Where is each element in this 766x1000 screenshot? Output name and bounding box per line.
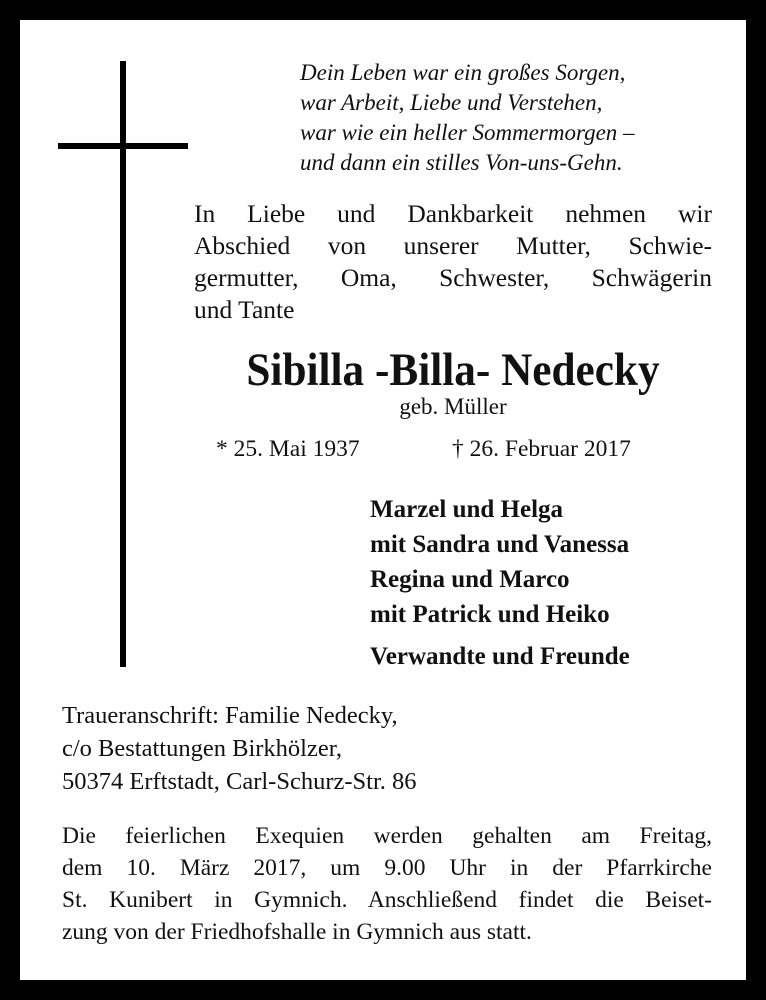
poem-line: war Arbeit, Liebe und Verstehen,: [300, 90, 603, 115]
service-line: zung von der Friedhofshalle in Gymnich aus statt.: [62, 919, 532, 945]
intro-line: und Tante: [194, 295, 295, 324]
poem-line: war wie ein heller Sommermorgen –: [300, 120, 635, 145]
intro-line: In Liebe und Dankbarkeit nehmen wir: [194, 199, 712, 228]
mourner-line: mit Patrick und Heiko: [370, 601, 610, 628]
service-line: Die feierlichen Exequien werden gehalten am Freitag,: [62, 823, 712, 849]
poem-line: Dein Leben war ein großes Sorgen,: [300, 60, 626, 85]
birth-date: * 25. Mai 1937: [216, 436, 360, 462]
service-info: [62, 820, 712, 948]
address-line: Traueranschrift: Familie Nedecky,: [62, 702, 398, 729]
intro-line: germutter, Oma, Schwester, Schwägerin: [194, 263, 712, 292]
poem-line: und dann ein stilles Von-uns-Gehn.: [300, 150, 623, 175]
address-line: 50374 Erftstadt, Carl-Schurz-Str. 86: [62, 768, 417, 795]
mourner-line: Regina und Marco: [370, 566, 570, 593]
birth-name: geb. Müller: [399, 394, 507, 419]
mourners-closing: Verwandte und Freunde: [370, 643, 630, 670]
obituary-notice: [20, 20, 746, 980]
cross-icon-horizontal-bar: [58, 143, 188, 149]
deceased-name: Sibilla -Billa- Nedecky: [246, 344, 660, 396]
intro-line: Abschied von unserer Mutter, Schwie-: [194, 231, 712, 260]
death-date: † 26. Februar 2017: [452, 436, 631, 462]
mourner-line: Marzel und Helga: [370, 496, 564, 523]
mourners-list: [370, 492, 730, 674]
service-line: dem 10. März 2017, um 9.00 Uhr in der Pfarrkirche: [62, 855, 712, 881]
mourner-line: mit Sandra und Vanessa: [370, 531, 630, 558]
cross-icon-vertical-bar: [120, 61, 126, 667]
service-line: St. Kunibert in Gymnich. Anschließend findet die Beiset-: [62, 887, 712, 913]
intro-text: [194, 198, 712, 326]
poem: [300, 58, 730, 178]
mourning-address: [62, 699, 722, 798]
address-line: c/o Bestattungen Birkhölzer,: [62, 735, 343, 762]
